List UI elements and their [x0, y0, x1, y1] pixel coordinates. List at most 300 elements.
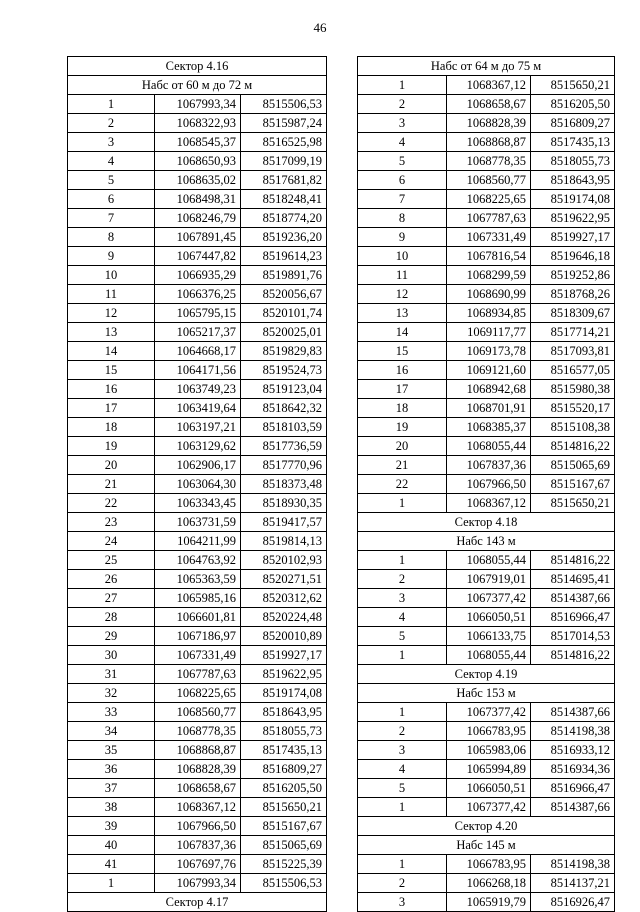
coordinate-row — [68, 247, 327, 266]
section-header-row — [358, 817, 615, 836]
coordinate-row — [358, 456, 615, 475]
coordinate-row — [68, 171, 327, 190]
x-coordinate: 1062906,17 — [155, 456, 241, 475]
coordinate-row — [68, 190, 327, 209]
x-coordinate: 1064668,17 — [155, 342, 241, 361]
point-number: 18 — [68, 418, 155, 437]
x-coordinate: 1067837,36 — [155, 836, 241, 855]
coordinate-row — [358, 133, 615, 152]
coordinate-row — [358, 437, 615, 456]
point-number: 38 — [68, 798, 155, 817]
y-coordinate: 8519252,86 — [531, 266, 615, 285]
x-coordinate: 1068635,02 — [155, 171, 241, 190]
page-number: 46 — [313, 20, 327, 35]
x-coordinate: 1066601,81 — [155, 608, 241, 627]
y-coordinate: 8518930,35 — [241, 494, 327, 513]
coordinate-row — [68, 418, 327, 437]
y-coordinate: 8514387,66 — [531, 703, 615, 722]
y-coordinate: 8518643,95 — [531, 171, 615, 190]
y-coordinate: 8514816,22 — [531, 437, 615, 456]
x-coordinate: 1063749,23 — [155, 380, 241, 399]
x-coordinate: 1065994,89 — [447, 760, 531, 779]
point-number: 2 — [358, 722, 447, 741]
coordinate-row — [68, 133, 327, 152]
y-coordinate: 8514816,22 — [531, 551, 615, 570]
point-number: 1 — [68, 874, 155, 893]
coordinate-row — [68, 760, 327, 779]
coordinate-row — [358, 760, 615, 779]
point-number: 1 — [358, 703, 447, 722]
point-number: 18 — [358, 399, 447, 418]
x-coordinate: 1068778,35 — [155, 722, 241, 741]
coordinate-row — [68, 551, 327, 570]
x-coordinate: 1066935,29 — [155, 266, 241, 285]
section-header: Набс 153 м — [358, 684, 615, 703]
y-coordinate: 8515065,69 — [241, 836, 327, 855]
coordinate-row — [68, 703, 327, 722]
point-number: 3 — [358, 114, 447, 133]
point-number: 27 — [68, 589, 155, 608]
x-coordinate: 1066783,95 — [447, 722, 531, 741]
x-coordinate: 1068658,67 — [447, 95, 531, 114]
y-coordinate: 8520056,67 — [241, 285, 327, 304]
x-coordinate: 1065919,79 — [447, 893, 531, 912]
y-coordinate: 8515506,53 — [241, 95, 327, 114]
point-number: 21 — [68, 475, 155, 494]
coordinate-row — [68, 437, 327, 456]
x-coordinate: 1068225,65 — [447, 190, 531, 209]
coordinate-row — [68, 380, 327, 399]
x-coordinate: 1063731,59 — [155, 513, 241, 532]
x-coordinate: 1068650,93 — [155, 152, 241, 171]
point-number: 5 — [68, 171, 155, 190]
coordinate-row — [358, 570, 615, 589]
y-coordinate: 8518768,26 — [531, 285, 615, 304]
point-number: 3 — [358, 893, 447, 912]
point-number: 2 — [358, 570, 447, 589]
x-coordinate: 1067377,42 — [447, 589, 531, 608]
coordinate-row — [68, 570, 327, 589]
x-coordinate: 1068299,59 — [447, 266, 531, 285]
y-coordinate: 8519174,08 — [241, 684, 327, 703]
coordinate-row — [358, 741, 615, 760]
point-number: 1 — [358, 855, 447, 874]
point-number: 12 — [68, 304, 155, 323]
point-number: 1 — [358, 76, 447, 95]
y-coordinate: 8515980,38 — [531, 380, 615, 399]
point-number: 16 — [358, 361, 447, 380]
x-coordinate: 1068367,12 — [447, 494, 531, 513]
x-coordinate: 1068246,79 — [155, 209, 241, 228]
section-header-row — [68, 893, 327, 912]
section-header-row — [358, 57, 615, 76]
y-coordinate: 8520271,51 — [241, 570, 327, 589]
point-number: 21 — [358, 456, 447, 475]
y-coordinate: 8517099,19 — [241, 152, 327, 171]
y-coordinate: 8516809,27 — [241, 760, 327, 779]
x-coordinate: 1063129,62 — [155, 437, 241, 456]
point-number: 16 — [68, 380, 155, 399]
coordinate-row — [358, 209, 615, 228]
point-number: 20 — [68, 456, 155, 475]
y-coordinate: 8520010,89 — [241, 627, 327, 646]
point-number: 19 — [68, 437, 155, 456]
y-coordinate: 8519927,17 — [531, 228, 615, 247]
point-number: 17 — [68, 399, 155, 418]
point-number: 17 — [358, 380, 447, 399]
point-number: 5 — [358, 152, 447, 171]
x-coordinate: 1068658,67 — [155, 779, 241, 798]
coordinate-row — [68, 855, 327, 874]
x-coordinate: 1067186,97 — [155, 627, 241, 646]
point-number: 14 — [68, 342, 155, 361]
x-coordinate: 1066050,51 — [447, 608, 531, 627]
point-number: 4 — [358, 133, 447, 152]
coordinate-row — [68, 361, 327, 380]
section-header: Сектор 4.19 — [358, 665, 615, 684]
x-coordinate: 1063343,45 — [155, 494, 241, 513]
y-coordinate: 8518373,48 — [241, 475, 327, 494]
point-number: 41 — [68, 855, 155, 874]
x-coordinate: 1067993,34 — [155, 874, 241, 893]
point-number: 20 — [358, 437, 447, 456]
y-coordinate: 8520312,62 — [241, 589, 327, 608]
x-coordinate: 1064763,92 — [155, 551, 241, 570]
point-number: 4 — [358, 608, 447, 627]
point-number: 1 — [358, 551, 447, 570]
coordinate-row — [358, 722, 615, 741]
x-coordinate: 1068560,77 — [155, 703, 241, 722]
y-coordinate: 8517093,81 — [531, 342, 615, 361]
coordinate-row — [68, 209, 327, 228]
x-coordinate: 1063197,21 — [155, 418, 241, 437]
y-coordinate: 8514387,66 — [531, 589, 615, 608]
point-number: 4 — [68, 152, 155, 171]
point-number: 34 — [68, 722, 155, 741]
y-coordinate: 8518642,32 — [241, 399, 327, 418]
coordinate-row — [68, 475, 327, 494]
x-coordinate: 1064171,56 — [155, 361, 241, 380]
y-coordinate: 8518055,73 — [531, 152, 615, 171]
point-number: 6 — [358, 171, 447, 190]
y-coordinate: 8516809,27 — [531, 114, 615, 133]
x-coordinate: 1068385,37 — [447, 418, 531, 437]
coordinate-row — [68, 646, 327, 665]
coordinate-row — [68, 532, 327, 551]
section-header-row — [68, 57, 327, 76]
coordinate-row — [68, 779, 327, 798]
x-coordinate: 1068868,87 — [155, 741, 241, 760]
section-header: Сектор 4.18 — [358, 513, 615, 532]
point-number: 10 — [358, 247, 447, 266]
y-coordinate: 8519614,23 — [241, 247, 327, 266]
point-number: 31 — [68, 665, 155, 684]
y-coordinate: 8514387,66 — [531, 798, 615, 817]
coordinate-row — [68, 589, 327, 608]
coordinate-row — [68, 817, 327, 836]
y-coordinate: 8516926,47 — [531, 893, 615, 912]
section-header-row — [358, 665, 615, 684]
section-header: Набс от 60 м до 72 м — [68, 76, 327, 95]
x-coordinate: 1066376,25 — [155, 285, 241, 304]
y-coordinate: 8516934,36 — [531, 760, 615, 779]
y-coordinate: 8519829,83 — [241, 342, 327, 361]
y-coordinate: 8514137,21 — [531, 874, 615, 893]
y-coordinate: 8518248,41 — [241, 190, 327, 209]
point-number: 22 — [68, 494, 155, 513]
y-coordinate: 8520101,74 — [241, 304, 327, 323]
section-header-row — [358, 532, 615, 551]
y-coordinate: 8515520,17 — [531, 399, 615, 418]
y-coordinate: 8518055,73 — [241, 722, 327, 741]
y-coordinate: 8519174,08 — [531, 190, 615, 209]
y-coordinate: 8517435,13 — [241, 741, 327, 760]
x-coordinate: 1068367,12 — [155, 798, 241, 817]
x-coordinate: 1068828,39 — [155, 760, 241, 779]
x-coordinate: 1068545,37 — [155, 133, 241, 152]
point-number: 1 — [358, 646, 447, 665]
y-coordinate: 8517714,21 — [531, 323, 615, 342]
point-number: 29 — [68, 627, 155, 646]
y-coordinate: 8519417,57 — [241, 513, 327, 532]
x-coordinate: 1067331,49 — [155, 646, 241, 665]
coordinates-table-left — [67, 56, 327, 912]
point-number: 39 — [68, 817, 155, 836]
point-number: 3 — [358, 589, 447, 608]
x-coordinate: 1067891,45 — [155, 228, 241, 247]
coordinate-row — [68, 722, 327, 741]
coordinate-row — [358, 171, 615, 190]
coordinate-row — [68, 304, 327, 323]
x-coordinate: 1068055,44 — [447, 551, 531, 570]
y-coordinate: 8517014,53 — [531, 627, 615, 646]
y-coordinate: 8516966,47 — [531, 779, 615, 798]
section-header-row — [358, 513, 615, 532]
x-coordinate: 1068498,31 — [155, 190, 241, 209]
coordinate-row — [358, 798, 615, 817]
y-coordinate: 8519891,76 — [241, 266, 327, 285]
x-coordinate: 1067331,49 — [447, 228, 531, 247]
coordinate-row — [358, 494, 615, 513]
y-coordinate: 8514816,22 — [531, 646, 615, 665]
y-coordinate: 8515167,67 — [241, 817, 327, 836]
point-number: 26 — [68, 570, 155, 589]
y-coordinate: 8519236,20 — [241, 228, 327, 247]
x-coordinate: 1065217,37 — [155, 323, 241, 342]
coordinate-row — [68, 513, 327, 532]
point-number: 15 — [358, 342, 447, 361]
point-number: 33 — [68, 703, 155, 722]
x-coordinate: 1064211,99 — [155, 532, 241, 551]
point-number: 6 — [68, 190, 155, 209]
point-number: 9 — [68, 247, 155, 266]
x-coordinate: 1068560,77 — [447, 171, 531, 190]
coordinate-row — [68, 456, 327, 475]
point-number: 22 — [358, 475, 447, 494]
point-number: 11 — [68, 285, 155, 304]
point-number: 35 — [68, 741, 155, 760]
y-coordinate: 8515987,24 — [241, 114, 327, 133]
coordinate-row — [358, 342, 615, 361]
x-coordinate: 1067787,63 — [447, 209, 531, 228]
x-coordinate: 1065983,06 — [447, 741, 531, 760]
y-coordinate: 8520102,93 — [241, 551, 327, 570]
point-number: 23 — [68, 513, 155, 532]
x-coordinate: 1068322,93 — [155, 114, 241, 133]
x-coordinate: 1067919,01 — [447, 570, 531, 589]
coordinate-row — [68, 266, 327, 285]
x-coordinate: 1065795,15 — [155, 304, 241, 323]
y-coordinate: 8518774,20 — [241, 209, 327, 228]
point-number: 24 — [68, 532, 155, 551]
y-coordinate: 8518103,59 — [241, 418, 327, 437]
y-coordinate: 8516933,12 — [531, 741, 615, 760]
coordinate-row — [68, 95, 327, 114]
x-coordinate: 1069173,78 — [447, 342, 531, 361]
point-number: 36 — [68, 760, 155, 779]
point-number: 4 — [358, 760, 447, 779]
coordinate-row — [68, 494, 327, 513]
coordinate-row — [358, 247, 615, 266]
y-coordinate: 8516205,50 — [531, 95, 615, 114]
y-coordinate: 8515650,21 — [531, 76, 615, 95]
coordinate-row — [68, 874, 327, 893]
x-coordinate: 1068701,91 — [447, 399, 531, 418]
y-coordinate: 8517736,59 — [241, 437, 327, 456]
coordinate-row — [358, 646, 615, 665]
x-coordinate: 1065985,16 — [155, 589, 241, 608]
x-coordinate: 1068942,68 — [447, 380, 531, 399]
coordinate-row — [358, 589, 615, 608]
y-coordinate: 8519622,95 — [531, 209, 615, 228]
coordinates-table-right — [357, 56, 615, 912]
y-coordinate: 8520025,01 — [241, 323, 327, 342]
point-number: 5 — [358, 779, 447, 798]
y-coordinate: 8515650,21 — [531, 494, 615, 513]
coordinate-row — [358, 608, 615, 627]
x-coordinate: 1068055,44 — [447, 437, 531, 456]
x-coordinate: 1067377,42 — [447, 703, 531, 722]
x-coordinate: 1068778,35 — [447, 152, 531, 171]
section-header-row — [68, 76, 327, 95]
coordinate-row — [358, 285, 615, 304]
x-coordinate: 1067816,54 — [447, 247, 531, 266]
coordinate-row — [358, 703, 615, 722]
x-coordinate: 1068225,65 — [155, 684, 241, 703]
coordinate-row — [358, 855, 615, 874]
y-coordinate: 8517770,96 — [241, 456, 327, 475]
coordinate-row — [358, 361, 615, 380]
y-coordinate: 8517681,82 — [241, 171, 327, 190]
y-coordinate: 8514198,38 — [531, 722, 615, 741]
x-coordinate: 1068055,44 — [447, 646, 531, 665]
y-coordinate: 8515108,38 — [531, 418, 615, 437]
coordinate-row — [68, 608, 327, 627]
x-coordinate: 1069117,77 — [447, 323, 531, 342]
point-number: 40 — [68, 836, 155, 855]
coordinate-row — [358, 551, 615, 570]
point-number: 8 — [68, 228, 155, 247]
x-coordinate: 1067447,82 — [155, 247, 241, 266]
coordinate-row — [68, 741, 327, 760]
x-coordinate: 1067837,36 — [447, 456, 531, 475]
point-number: 13 — [68, 323, 155, 342]
coordinate-row — [358, 893, 615, 912]
y-coordinate: 8515506,53 — [241, 874, 327, 893]
coordinate-row — [358, 152, 615, 171]
y-coordinate: 8519123,04 — [241, 380, 327, 399]
point-number: 28 — [68, 608, 155, 627]
point-number: 13 — [358, 304, 447, 323]
y-coordinate: 8515225,39 — [241, 855, 327, 874]
y-coordinate: 8516525,98 — [241, 133, 327, 152]
coordinate-row — [68, 665, 327, 684]
x-coordinate: 1068868,87 — [447, 133, 531, 152]
point-number: 12 — [358, 285, 447, 304]
coordinate-row — [358, 627, 615, 646]
x-coordinate: 1066783,95 — [447, 855, 531, 874]
coordinate-row — [358, 190, 615, 209]
point-number: 9 — [358, 228, 447, 247]
point-number: 32 — [68, 684, 155, 703]
x-coordinate: 1067377,42 — [447, 798, 531, 817]
x-coordinate: 1067697,76 — [155, 855, 241, 874]
point-number: 5 — [358, 627, 447, 646]
x-coordinate: 1066133,75 — [447, 627, 531, 646]
section-header-row — [358, 684, 615, 703]
coordinate-row — [68, 399, 327, 418]
point-number: 7 — [358, 190, 447, 209]
y-coordinate: 8518643,95 — [241, 703, 327, 722]
x-coordinate: 1065363,59 — [155, 570, 241, 589]
coordinate-row — [358, 304, 615, 323]
coordinate-row — [358, 95, 615, 114]
y-coordinate: 8519927,17 — [241, 646, 327, 665]
y-coordinate: 8516577,05 — [531, 361, 615, 380]
section-header: Набс 143 м — [358, 532, 615, 551]
point-number: 3 — [358, 741, 447, 760]
y-coordinate: 8520224,48 — [241, 608, 327, 627]
x-coordinate: 1067966,50 — [155, 817, 241, 836]
coordinate-row — [358, 874, 615, 893]
point-number: 25 — [68, 551, 155, 570]
y-coordinate: 8519814,13 — [241, 532, 327, 551]
point-number: 2 — [358, 95, 447, 114]
x-coordinate: 1066268,18 — [447, 874, 531, 893]
section-header-row — [358, 836, 615, 855]
section-header: Набс 145 м — [358, 836, 615, 855]
section-header: Сектор 4.20 — [358, 817, 615, 836]
y-coordinate: 8519524,73 — [241, 361, 327, 380]
x-coordinate: 1068828,39 — [447, 114, 531, 133]
point-number: 30 — [68, 646, 155, 665]
y-coordinate: 8519622,95 — [241, 665, 327, 684]
point-number: 8 — [358, 209, 447, 228]
point-number: 15 — [68, 361, 155, 380]
x-coordinate: 1067993,34 — [155, 95, 241, 114]
y-coordinate: 8516966,47 — [531, 608, 615, 627]
coordinate-row — [68, 152, 327, 171]
x-coordinate: 1067787,63 — [155, 665, 241, 684]
coordinate-row — [358, 266, 615, 285]
point-number: 3 — [68, 133, 155, 152]
coordinate-row — [358, 76, 615, 95]
x-coordinate: 1068367,12 — [447, 76, 531, 95]
y-coordinate: 8515167,67 — [531, 475, 615, 494]
y-coordinate: 8516205,50 — [241, 779, 327, 798]
point-number: 7 — [68, 209, 155, 228]
x-coordinate: 1069121,60 — [447, 361, 531, 380]
